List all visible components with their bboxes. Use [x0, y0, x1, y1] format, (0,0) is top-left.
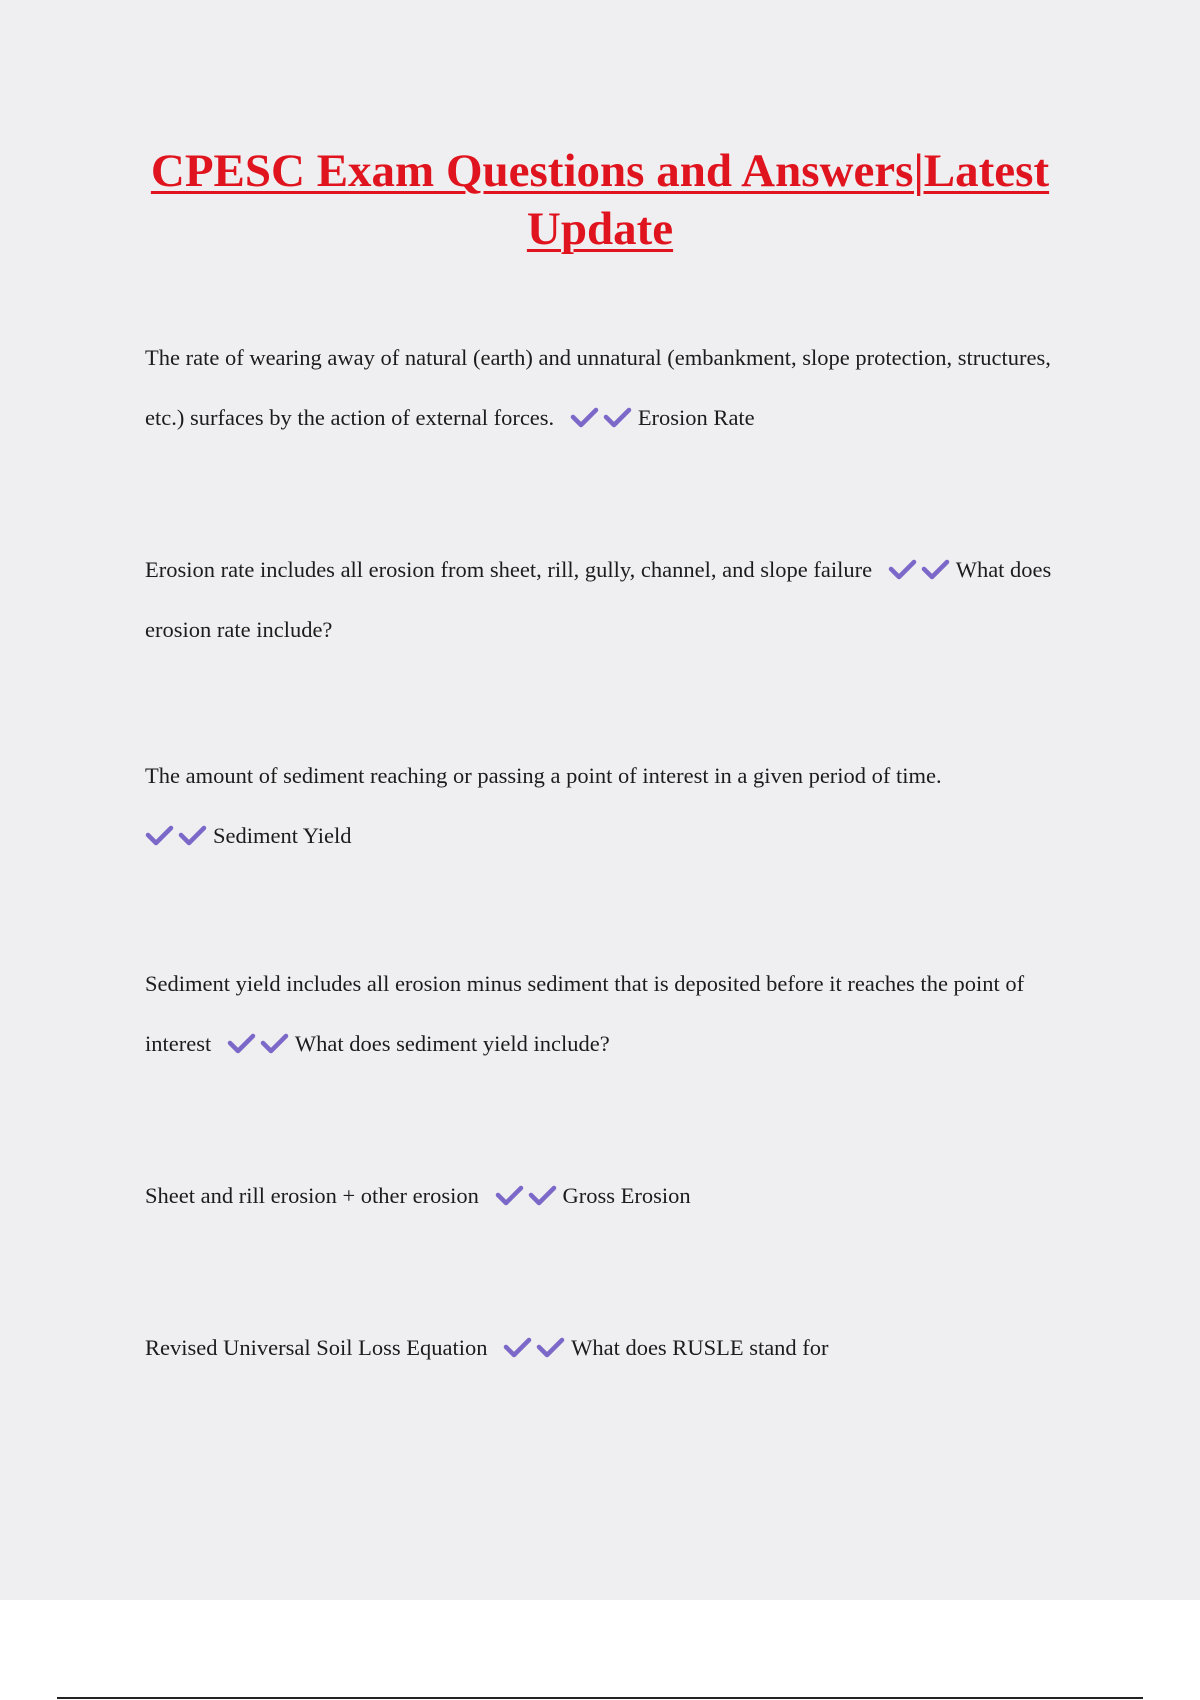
answer-text: Sediment Yield: [213, 823, 352, 848]
double-check-icon: [888, 557, 956, 581]
double-check-icon: [570, 405, 638, 429]
answer-text: Gross Erosion: [562, 1183, 691, 1208]
double-check-icon: [145, 823, 213, 847]
answer-text: Erosion Rate: [637, 405, 755, 430]
qa-item: [145, 954, 1075, 1074]
double-check-icon: [503, 1335, 571, 1359]
question-text: Sheet and rill erosion + other erosion: [145, 1183, 479, 1208]
question-text: Erosion rate includes all erosion from sheet, rill, gully, channel, and slope failure: [145, 557, 873, 582]
footer-divider: [57, 1697, 1143, 1699]
qa-item: [145, 328, 1075, 448]
question-text: Revised Universal Soil Loss Equation: [145, 1335, 488, 1360]
double-check-icon: [495, 1183, 563, 1207]
question-text: The rate of wearing away of natural (earth) and unnatural (embankment, slope protection, structures, etc.) surfaces by the action of external forces.: [145, 345, 1051, 430]
answer-text: What does sediment yield include?: [294, 1031, 610, 1056]
answer-text: What does RUSLE stand for: [571, 1335, 829, 1360]
qa-item: [145, 540, 1075, 660]
qa-item: [145, 1166, 1075, 1226]
qa-item: [145, 1318, 1075, 1378]
double-check-icon: [227, 1031, 295, 1055]
question-text: The amount of sediment reaching or passing a point of interest in a given period of time.: [145, 763, 942, 788]
question-text: Sediment yield includes all erosion minus sediment that is deposited before it reaches the point of interest: [145, 971, 1025, 1056]
qa-item: [145, 746, 1075, 866]
document-title: CPESC Exam Questions and Answers|Latest Update: [150, 145, 1050, 255]
answer-text: What does erosion rate include?: [145, 557, 1052, 642]
